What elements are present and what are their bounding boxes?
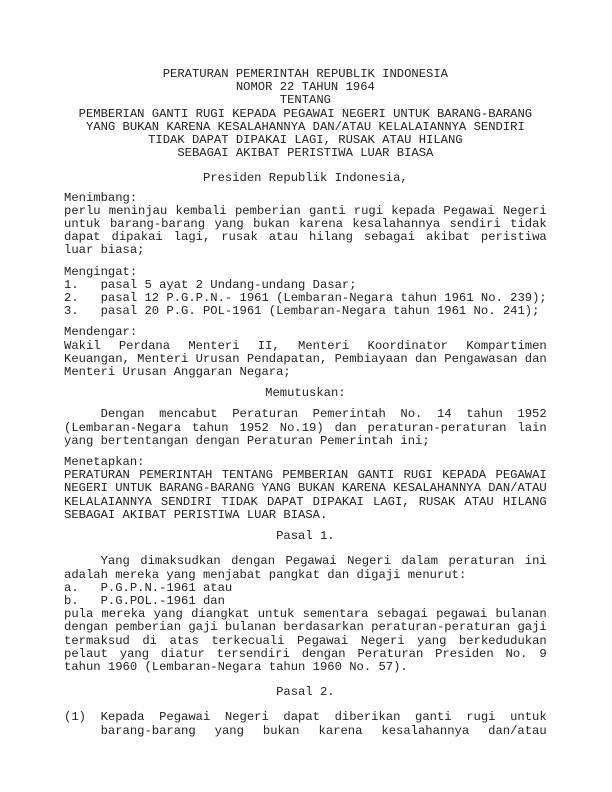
- section-menimbang: [64, 192, 547, 258]
- menetapkan-body: PERATURAN PEMERINTAH TENTANG PEMBERIAN GANTI RUGI KEPADA PEGAWAI NEGERI UNTUK BARANG-BARANG YANG BUKAN KARENA KESALAHANNYA DAN/ATAU KELALAIANNYA SENDIRI TIDAK DAPAT DIPAKAI LAGI, RUSAK ATAU HILANG SEBAGAI AKIBAT PERISTIWA LUAR BIASA.: [64, 468, 547, 522]
- title-line-1: PERATURAN PEMERINTAH REPUBLIK INDONESIA: [162, 67, 448, 81]
- title-line-3: TENTANG: [279, 93, 331, 108]
- item-number: (1): [64, 710, 86, 725]
- item-text: Kepada Pegawai Negeri dapat diberikan ganti rugi untuk barang-barang yang bukan karena kesalahannya dan/atau: [100, 710, 547, 738]
- title-line-4: PEMBERIAN GANTI RUGI KEPADA PEGAWAI NEGERI UNTUK BARANG-BARANG: [78, 106, 533, 121]
- mengingat-label: Mengingat:: [64, 264, 138, 279]
- pasal-1-closing: pula mereka yang diangkat untuk sementara sebagai pegawai bulanan dengan pemberian gaji bulanan berdasarkan peraturan-peraturan gaji termaksud di atas terkecuali Pegawai Negeri yang berkedudukan pelaut yang diatur tersendiri dengan Peraturan Presiden No. 9 tahun 1960 (Lembaran-Negara tahun 1960 No. 57).: [64, 607, 547, 674]
- salutation: Presiden Republik Indonesia,: [202, 171, 408, 186]
- item-text: pasal 5 ayat 2 Undang-undang Dasar;: [100, 277, 357, 292]
- pasal-1-heading: Pasal 1.: [276, 529, 335, 544]
- section-menetapkan: [64, 456, 547, 522]
- pasal-1-intro: Yang dimaksudkan dengan Pegawai Negeri dalam peraturan ini adalah mereka yang menjabat pangkat dan digaji menurut:: [64, 554, 547, 582]
- menimbang-label: Menimbang:: [64, 190, 138, 205]
- mengingat-item-3: [64, 305, 547, 318]
- item-text: pasal 12 P.G.P.N.- 1961 (Lembaran-Negara tahun 1961 No. 239);: [100, 291, 547, 306]
- document-title: [64, 68, 547, 160]
- menimbang-body: perlu meninjau kembali pemberian ganti rugi kepada Pegawai Negeri untuk barang-barang yang bukan karena kesalahannya sendiri tidak dapat dipakai lagi, rusak atau hilang sebagai akibat peristiwa luar biasa;: [64, 203, 547, 258]
- item-number: 2.: [64, 291, 79, 306]
- mendengar-label: Mendengar:: [64, 325, 138, 340]
- title-line-5: YANG BUKAN KARENA KESALAHANNYA DAN/ATAU KELALAIANNYA SENDIRI: [85, 119, 525, 134]
- pasal-1-body: [64, 555, 547, 674]
- item-number: b.: [64, 593, 79, 608]
- title-line-7: SEBAGAI AKIBAT PERISTIWA LUAR BIASA: [177, 146, 434, 161]
- title-line-2: NOMOR 22 TAHUN 1964: [235, 80, 375, 95]
- item-text: P.G.P.N.-1961 atau: [100, 580, 233, 595]
- section-mengingat: [64, 266, 547, 319]
- title-line-6: TIDAK DAPAT DIPAKAI LAGI, RUSAK ATAU HILANG: [148, 133, 463, 148]
- pasal-2-item-1: [64, 711, 547, 737]
- menetapkan-label: Menetapkan:: [64, 455, 145, 470]
- pasal-2-heading: Pasal 2.: [276, 685, 335, 700]
- item-text: pasal 20 P.G. POL-1961 (Lembaran-Negara tahun 1961 No. 241);: [100, 304, 540, 319]
- section-mendengar: [64, 326, 547, 379]
- item-number: 1.: [64, 277, 79, 292]
- item-text: P.G.POL.-1961 dan: [100, 593, 225, 608]
- memutuskan-heading: Memutuskan:: [265, 386, 346, 401]
- regulation-document: [64, 68, 547, 738]
- mendengar-body: Wakil Perdana Menteri II, Menteri Koordinator Kompartimen Keuangan, Menteri Urusan Pendapatan, Pembiayaan dan Pengawasan dan Menteri Urusan Anggaran Negara;: [64, 338, 547, 380]
- item-number: 3.: [64, 304, 79, 319]
- item-number: a.: [64, 580, 79, 595]
- mencabut-paragraph: Dengan mencabut Peraturan Pemerintah No. 14 tahun 1952 (Lembaran-Negara tahun 1952 No.19) dan peraturan-peraturan lain yang bertentangan dengan Peraturan Pemerintah ini;: [64, 407, 547, 448]
